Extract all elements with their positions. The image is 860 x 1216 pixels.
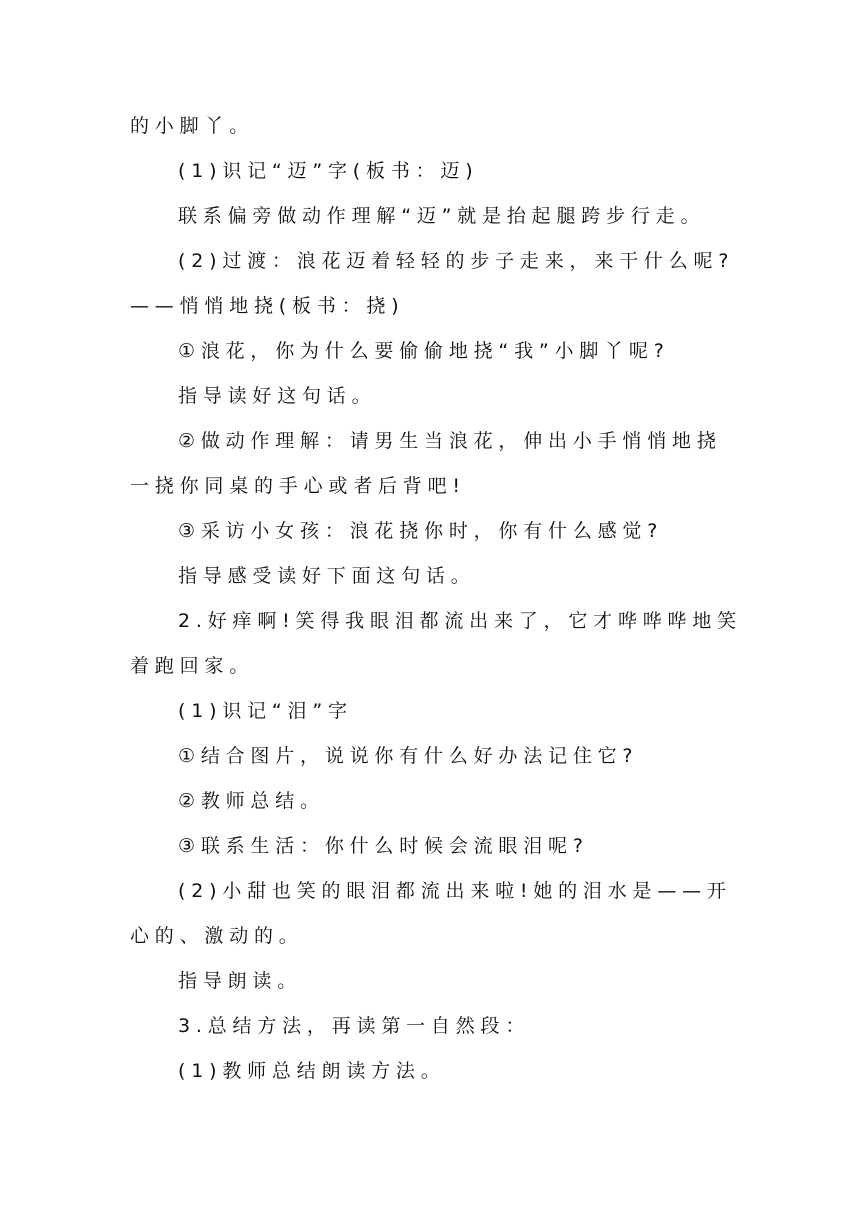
text-line: (1)教师总结朗读方法。 xyxy=(178,1060,446,1082)
text-line: 一挠你同桌的手心或者后背吧! xyxy=(130,475,466,497)
text-line: 指导朗读。 xyxy=(178,970,303,992)
text-line: (1)识记“迈”字(板书：迈) xyxy=(178,160,479,182)
text-line: 3.总结方法，再读第一自然段： xyxy=(178,1015,531,1037)
text-line: ①结合图片，说说你有什么好办法记住它? xyxy=(178,745,639,767)
text-line: (2)小甜也笑的眼泪都流出来啦!她的泪水是——开 xyxy=(178,880,732,902)
text-line: (2)过渡：浪花迈着轻轻的步子走来，来干什么呢? xyxy=(178,250,735,272)
text-line: ——悄悄地挠(板书：挠) xyxy=(130,295,405,317)
text-line: 指导读好这句话。 xyxy=(178,385,377,407)
text-line: (1)识记“泪”字 xyxy=(178,700,353,722)
text-line: 2.好痒啊!笑得我眼泪都流出来了，它才哗哗哗地笑 xyxy=(178,610,742,632)
text-line: ②做动作理解：请男生当浪花，伸出小手悄悄地挠 xyxy=(178,430,722,452)
text-line: 联系偏旁做动作理解“迈”就是抬起腿跨步行走。 xyxy=(178,205,706,227)
text-line: ②教师总结。 xyxy=(178,790,325,812)
text-line: 指导感受读好下面这句话。 xyxy=(178,565,476,587)
text-line: ③采访小女孩：浪花挠你时，你有什么感觉? xyxy=(178,520,664,542)
text-line: 着跑回家。 xyxy=(130,655,255,677)
text-line: 心的、激动的。 xyxy=(130,925,304,947)
text-line: ③联系生活：你什么时候会流眼泪呢? xyxy=(178,835,589,857)
text-line: ①浪花，你为什么要偷偷地挠“我”小脚丫呢? xyxy=(178,340,670,362)
text-line: 的小脚丫。 xyxy=(130,115,255,137)
